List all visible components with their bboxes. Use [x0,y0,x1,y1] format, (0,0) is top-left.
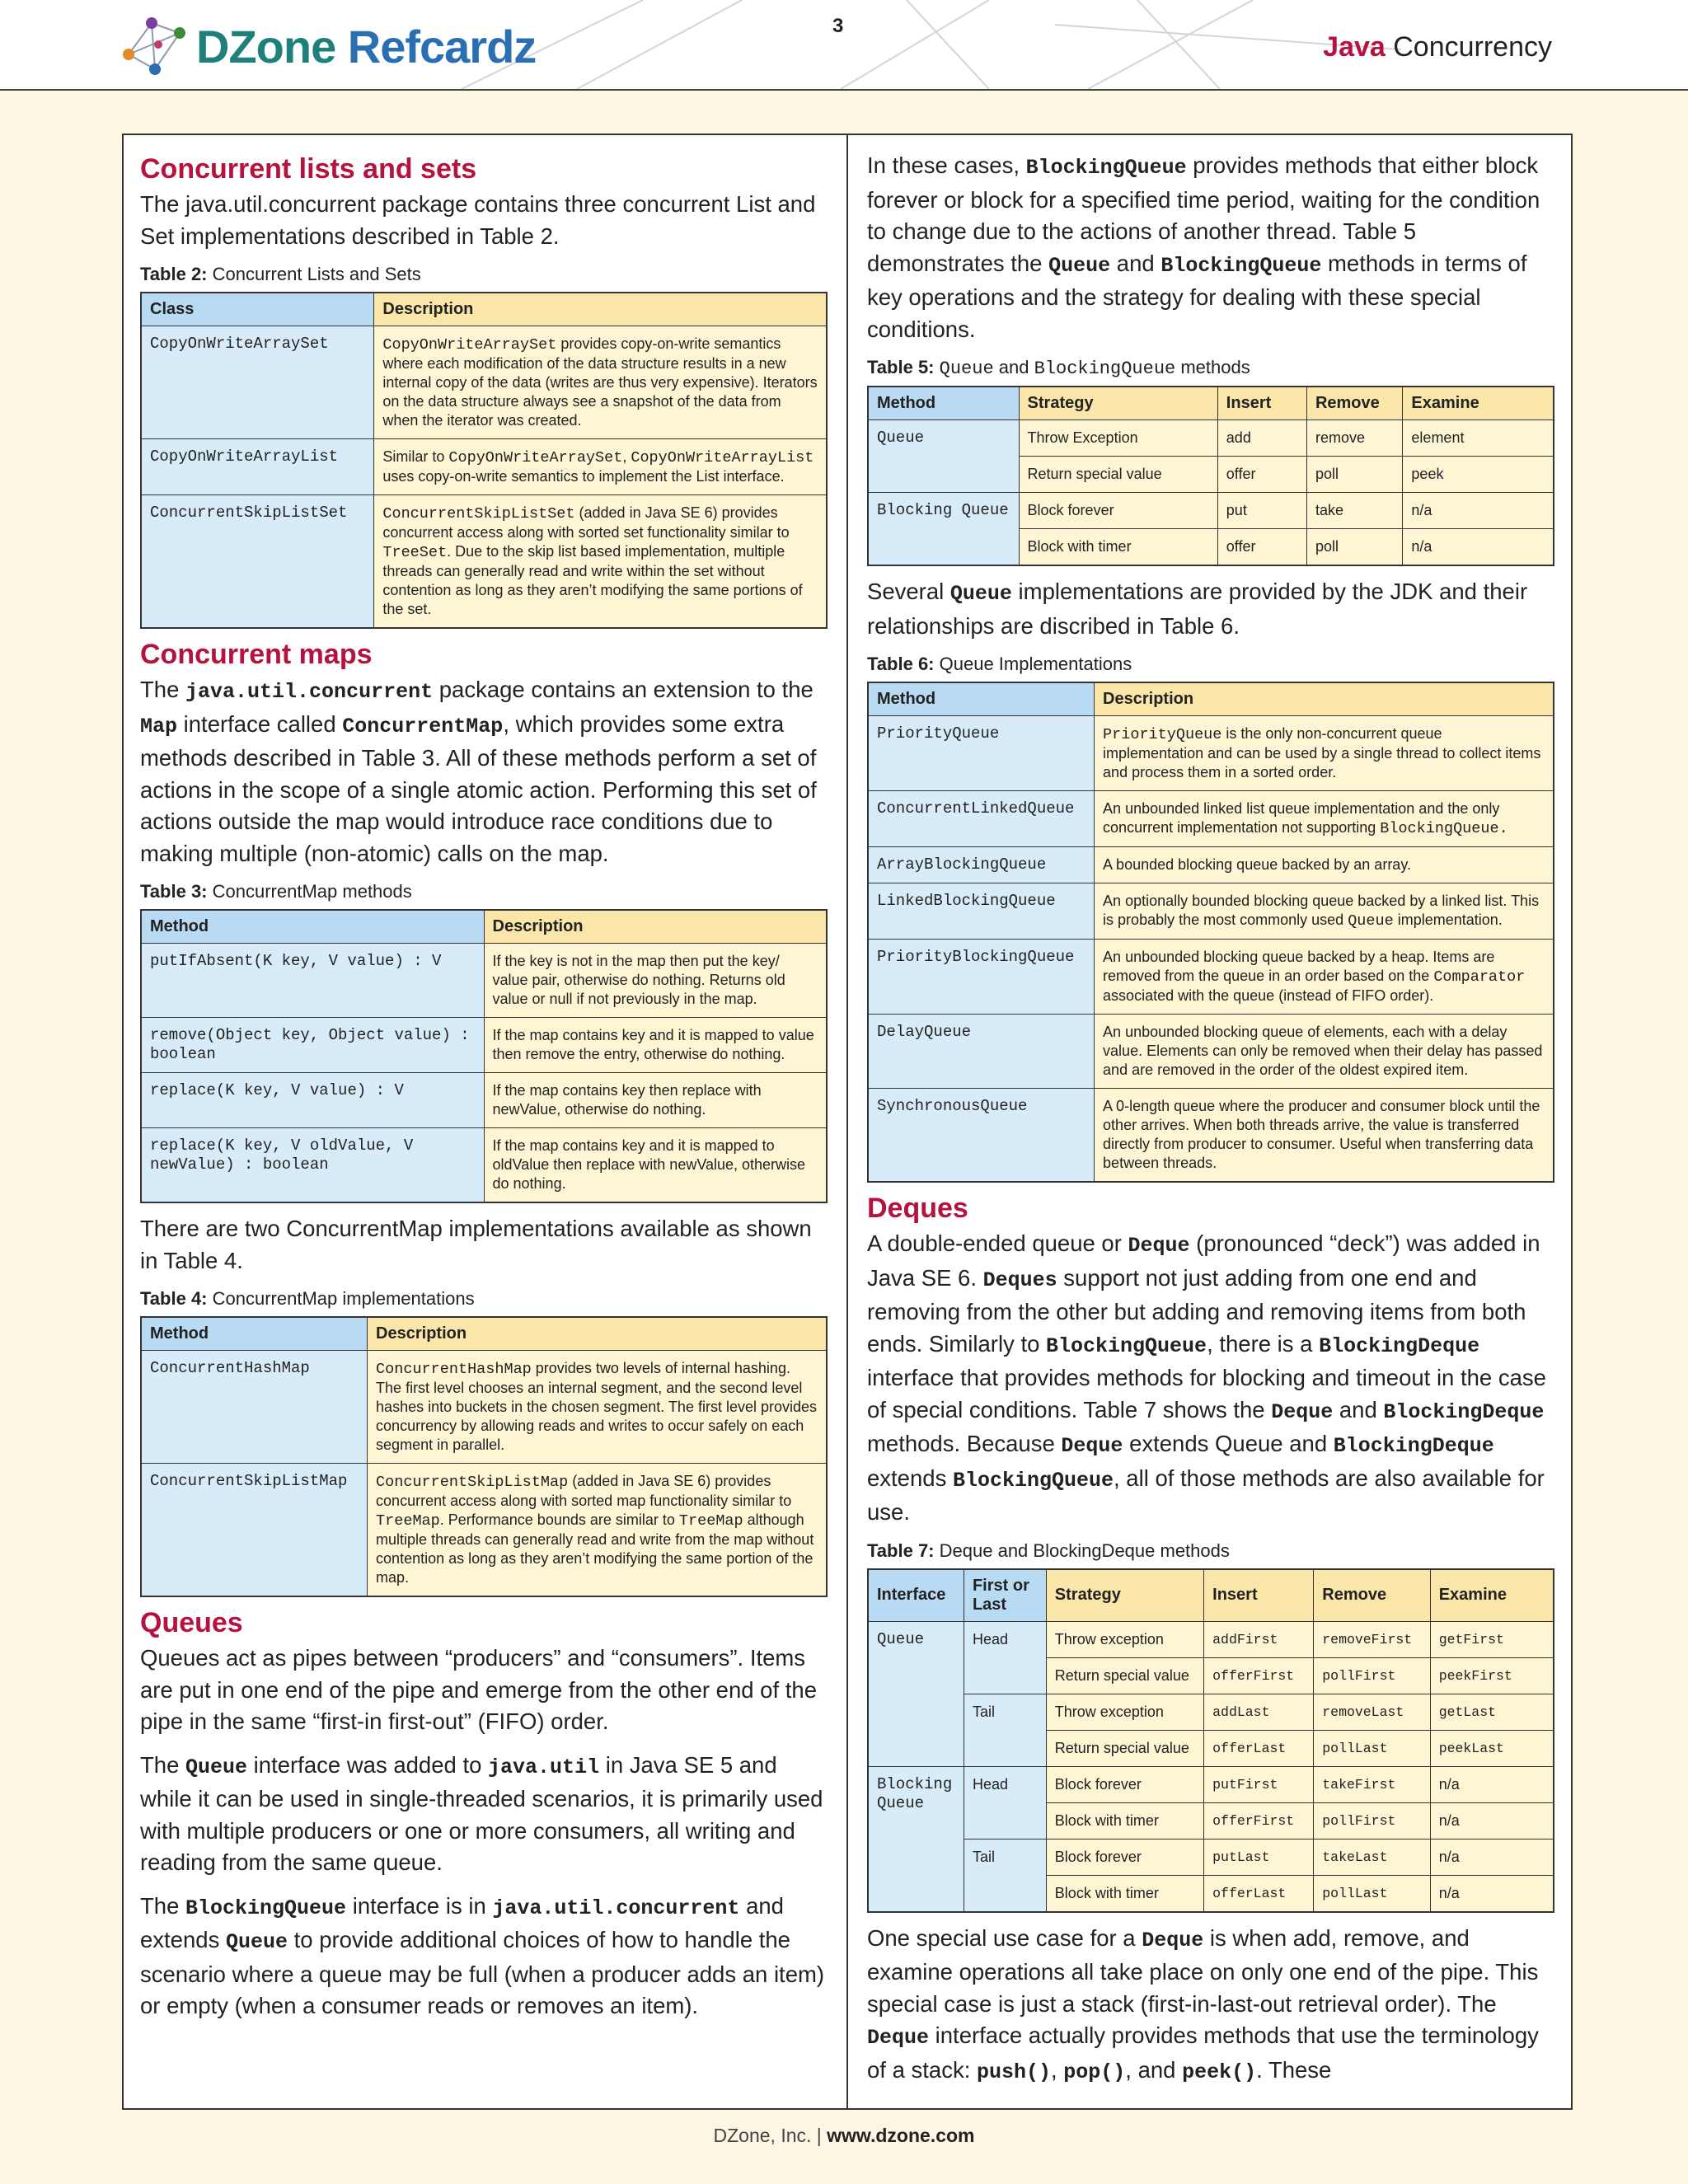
remove-cell: takeLast [1314,1839,1430,1875]
maps-implementations-intro: There are two ConcurrentMap implementations available as shown in Table 4. [140,1216,812,1273]
text: package contains an extension to the [433,677,814,702]
table-header-row [141,1317,827,1351]
code-term: ConcurrentMap [342,714,504,738]
text: methods in terms of key operations and the strategy for dealing with these special conditions. [867,250,1527,342]
table-header-description: Description [374,293,827,326]
queues-interface [140,1750,828,1879]
table-row [141,1351,827,1464]
remove-cell: pollLast [1314,1875,1430,1912]
text: interface was added to [247,1751,489,1778]
text: , and [1125,2056,1183,2083]
class-name: CopyOnWriteArrayList [141,439,374,495]
text: to provide additional choices of how to handle the scenario where a queue may be full (when a producer adds an item) or empty (when a consumer reads or removes an item). [140,1927,825,2018]
table-row [868,493,1554,529]
text: interface actually provides methods that use the terminology of a stack: [867,2022,1539,2083]
table-header-examine: Examine [1430,1569,1554,1622]
section-title-deques: Deques [867,1193,968,1224]
code-term: java.util.concurrent [185,680,434,704]
doc-title-rest: Concurrency [1393,31,1552,63]
method-signature: putIfAbsent(K key, V value) : V [141,944,484,1018]
desc-text: associated with the queue (instead of FIFO order). [1103,987,1434,1004]
code-term: push() [976,2060,1051,2084]
class-name: LinkedBlockingQueue [868,883,1095,940]
class-description [1095,883,1554,940]
table-header-method: Method [141,910,484,944]
class-name: ConcurrentHashMap [141,1351,368,1464]
footer-company: DZone, Inc. [713,2125,812,2146]
table-header-remove: Remove [1314,1569,1430,1622]
desc-text: provides copy-on-write semantics where each modification of the data structure results in a new internal copy of the data (writes are thus very expensive). Iterators on the data structure always see a snapshot of the data from when the iterator was created. [382,335,818,429]
examine-cell: getFirst [1430,1621,1554,1657]
table-row [868,1839,1554,1875]
strategy-cell: Block forever [1046,1766,1203,1802]
class-description [368,1351,827,1464]
queues-intro: Queues act as pipes between “producers” and “consumers”. Items are put in one end of the pipe and emerge from the other end of the pipe in the same “first-in first-out” (FIFO) order. [140,1645,817,1734]
remove-cell: pollLast [1314,1730,1430,1766]
table6-title: Queue Implementations [939,654,1132,674]
strategy-cell: Block forever [1046,1839,1203,1875]
text: Several [867,579,950,604]
strategy-cell: Block with timer [1019,529,1217,566]
strategy-cell: Throw exception [1046,1694,1203,1730]
table-header-insert: Insert [1217,387,1306,420]
desc-text: is the only non-concurrent queue implementation and can be used by a single thread to collect items and process them in a sorted order. [1103,725,1541,780]
method-description: If the key is not in the map then put the key/ value pair, otherwise do nothing. Returns old value or null if not previously in the map. [484,944,827,1018]
examine-cell: n/a [1430,1766,1554,1802]
class-name: ConcurrentSkipListSet [141,495,374,629]
examine-cell: n/a [1430,1875,1554,1912]
table-header-row [868,387,1554,420]
code-term: TreeMap [678,1512,743,1530]
deques-intro [867,1228,1554,1529]
table-header-row [868,682,1554,716]
strategy-cell: Block with timer [1046,1802,1203,1839]
end-tail: Tail [964,1839,1046,1912]
code-term: CopyOnWriteArraySet [382,336,557,354]
insert-cell: putFirst [1204,1766,1314,1802]
desc-text: . Due to the skip list based implementation, multiple threads can generally read and write within the set without contention as long as they aren’t modifying the same portions of the set. [382,543,803,617]
examine-cell: peekFirst [1430,1657,1554,1694]
end-head: Head [964,1766,1046,1839]
class-name: ConcurrentLinkedQueue [868,791,1095,847]
insert-cell: offerFirst [1204,1657,1314,1694]
maps-intro [140,674,828,869]
code-term: BlockingDeque [1333,1434,1494,1458]
logo-main: DZone [196,20,336,73]
table-header-row [868,1569,1554,1622]
remove-cell: removeLast [1314,1694,1430,1730]
table-header-method: Method [868,682,1095,716]
table5-label: Table 5: [867,357,935,377]
code-term: pop() [1063,2060,1126,2084]
table-header-method: Method [868,387,1019,420]
end-head: Head [964,1621,1046,1694]
table-header-interface: Interface [868,1569,964,1622]
method-description: If the map contains key and it is mapped to value then remove the entry, otherwise do nothing. [484,1018,827,1073]
class-description [1095,791,1554,847]
strategy-cell: Return special value [1046,1730,1203,1766]
code-term: Queue [1348,912,1394,930]
lists-intro: The java.util.concurrent package contains three concurrent List and Set implementations described in Table 2. [140,191,816,249]
code-term: java.util [488,1755,600,1779]
table5-queue-methods [867,386,1554,566]
text: interface is in [346,1892,493,1919]
text: . These [1256,2056,1332,2083]
class-description [374,326,827,439]
table-header-row [141,910,827,944]
text: and extends [140,1892,784,1952]
strategy-cell: Return special value [1019,457,1217,493]
code-term: ConcurrentSkipListSet [382,505,575,523]
class-name: CopyOnWriteArraySet [141,326,374,439]
examine-cell: peekLast [1430,1730,1554,1766]
code-term: BlockingQueue [952,1468,1114,1493]
table-header-examine: Examine [1403,387,1554,420]
text: interface called [177,710,343,737]
table-header-remove: Remove [1306,387,1402,420]
logo-text [196,20,536,73]
method-signature: replace(K key, V oldValue, V newValue) : boolean [141,1128,484,1203]
desc-text: An unbounded linked list queue implementation and the only concurrent implementation not supporting [1103,800,1500,836]
code-term: BlockingQueue [1160,253,1322,278]
class-description: An unbounded blocking queue of elements, each with a delay value. Elements can only be removed when their delay has passed and are removed in the order of the oldest expired item. [1095,1015,1554,1089]
desc-text: An unbounded blocking queue backed by a heap. Items are removed from the queue in an order based on the [1103,949,1495,984]
table-header-description: Description [368,1317,827,1351]
table-row [868,883,1554,940]
remove-cell: poll [1306,529,1402,566]
text: is when add, remove, and examine operations all take place on only one end of the pipe. This special case is just a stack (first-in-last-out retrieval order). The [867,1924,1539,2017]
section-title-maps: Concurrent maps [140,639,373,670]
code-term: CopyOnWriteArraySet [448,449,623,466]
table-row [868,420,1554,457]
text: The [140,677,186,702]
code-term: BlockingQueue [1046,1333,1207,1358]
code-term: Deque [1128,1234,1190,1258]
table-header-description: Description [1095,682,1554,716]
text: and [1333,1396,1384,1422]
text: support not just adding from one end and removing from the other but adding and removing items from both ends. Similarly to [867,1264,1526,1357]
strategy-cell: Return special value [1046,1657,1203,1694]
desc-text: , [622,448,631,465]
text: A double-ended queue or [867,1230,1128,1256]
table-header-row [141,293,827,326]
table-header-insert: Insert [1204,1569,1314,1622]
table2-title: Concurrent Lists and Sets [212,264,421,284]
desc-text: provides two levels of internal hashing. The first level chooses an internal segment, and the second level hashes into buckets in the chosen segment. The first level provides concurrency by allowing reads and writes to occur safely on each segment in parallel. [376,1360,818,1453]
group-blocking-queue: Blocking Queue [868,1766,964,1912]
class-name: SynchronousQueue [868,1089,1095,1183]
table-header-strategy: Strategy [1019,387,1217,420]
logo-sub: Refcardz [347,20,537,73]
table-row [141,1128,827,1203]
table3-concurrentmap-methods [140,909,828,1203]
code-term: Queue [950,582,1012,606]
queue-implementations-intro [867,576,1554,642]
table-header-class: Class [141,293,374,326]
table-row [868,847,1554,883]
insert-cell: putLast [1204,1839,1314,1875]
insert-cell: offerLast [1204,1730,1314,1766]
table-header-description: Description [484,910,827,944]
table-row [868,1694,1554,1730]
code-term: Queue [185,1755,248,1779]
page-header [0,0,1688,91]
code-term: Queue [1048,253,1111,278]
text: In these cases, [867,152,1026,178]
remove-cell: take [1306,493,1402,529]
examine-cell: getLast [1430,1694,1554,1730]
code-term: BlockingQueue [1025,156,1187,180]
code-term: Map [140,714,178,738]
code-term: BlockingQueue [1034,359,1176,379]
table2-lists-sets [140,292,828,629]
table4-title: ConcurrentMap implementations [212,1288,475,1309]
doc-title [1323,31,1552,63]
group-queue: Queue [868,420,1019,493]
text: and [993,357,1034,377]
insert-cell: addFirst [1204,1621,1314,1657]
code-term: Queue [225,1930,288,1954]
table-row [868,1089,1554,1183]
code-term: ConcurrentSkipListMap [376,1474,569,1491]
table-row [868,1766,1554,1802]
text: provides methods that either block forever or block for a specified time period, waiting for the condition to change due to the actions of another thread. Table 5 demonstrates the [867,152,1540,276]
text: , all of those methods are also available for use. [867,1465,1545,1525]
desc-text: . Performance bounds are similar to [439,1511,679,1528]
strategy-cell: Throw Exception [1019,420,1217,457]
code-term: BlockingQueue. [1380,820,1508,837]
text: , which provides some extra methods described in Table 3. All of these methods perform a set of actions in the scope of a single atomic action. Performing this set of actions outside the map would introduce race conditions due to making multiple (non-atomic) calls on the map. [140,710,817,866]
section-title-queues: Queues [140,1607,243,1638]
group-queue: Queue [868,1621,964,1766]
insert-cell: offer [1217,529,1306,566]
code-term: Deques [982,1268,1057,1292]
class-name: PriorityQueue [868,716,1095,791]
text: and [1110,250,1161,276]
code-term: TreeMap [376,1512,440,1530]
page-footer [0,2125,1688,2147]
class-name: ConcurrentSkipListMap [141,1464,368,1597]
blockingqueue-cases [867,150,1554,345]
table3-title: ConcurrentMap methods [212,881,412,902]
group-blocking-queue: Blocking Queue [868,493,1019,566]
table6-caption [867,654,1554,675]
examine-cell: n/a [1403,529,1554,566]
table-row [141,439,827,495]
class-description: A bounded blocking queue backed by an array. [1095,847,1554,883]
table6-queue-implementations [867,682,1554,1183]
text: One special use case for a [867,1924,1142,1951]
footer-url-link[interactable]: www.dzone.com [827,2125,975,2146]
network-logo-icon [122,15,188,77]
text: , [1051,2056,1064,2083]
table-header-first-last: First or Last [964,1569,1046,1622]
code-term: Deque [1271,1399,1334,1424]
method-description: If the map contains key then replace with newValue, otherwise do nothing. [484,1073,827,1128]
insert-cell: addLast [1204,1694,1314,1730]
left-column [140,150,828,2029]
examine-cell: peek [1403,457,1554,493]
table7-caption [867,1540,1554,1562]
code-term: Comparator [1433,968,1526,986]
insert-cell: put [1217,493,1306,529]
code-term: Queue [939,359,994,379]
dzone-logo[interactable] [122,12,536,81]
table2-caption [140,264,828,285]
text: extends [867,1465,953,1491]
desc-text: although multiple threads can generally read and write from the map without contention as long as they aren’t modifying the same portion of the map. [376,1511,814,1586]
code-term: Deque [1061,1434,1123,1458]
table-row [868,716,1554,791]
class-name: ArrayBlockingQueue [868,847,1095,883]
table-row [868,1015,1554,1089]
table3-caption [140,881,828,902]
table5-caption [867,357,1554,379]
text: implementations are provided by the JDK and their relationships are discribed in Table 6. [867,579,1528,639]
table-header-method: Method [141,1317,368,1351]
text: The [140,1892,186,1919]
code-term: Deque [1142,1928,1204,1952]
text: in Java SE 5 and while it can be used in single-threaded scenarios, it is primarily used with multiple producers or one or more consumers, all writing and reading from the same queue. [140,1751,823,1875]
insert-cell: offerLast [1204,1875,1314,1912]
table4-label: Table 4: [140,1288,208,1309]
text: extends Queue and [1123,1431,1334,1456]
class-description [374,495,827,629]
right-column [867,150,1554,2095]
table-row [868,1621,1554,1657]
desc-text: implementation. [1393,912,1503,928]
examine-cell: n/a [1430,1802,1554,1839]
strategy-cell: Block with timer [1046,1875,1203,1912]
code-term: TreeSet [382,544,448,561]
table7-label: Table 7: [867,1540,935,1561]
remove-cell: remove [1306,420,1402,457]
strategy-cell: Throw exception [1046,1621,1203,1657]
text: methods [1175,357,1250,377]
blockingqueue-interface [140,1891,828,2022]
remove-cell: poll [1306,457,1402,493]
table7-title: Deque and BlockingDeque methods [939,1540,1230,1561]
table-row [141,944,827,1018]
table6-label: Table 6: [867,654,935,674]
text: The [140,1751,186,1778]
end-tail: Tail [964,1694,1046,1766]
text: interface that provides methods for blocking and timeout in the case of special conditions. Table 7 shows the [867,1365,1546,1422]
desc-text: (added in Java SE 6) provides concurrent access along with sorted map functionality similar to [376,1473,792,1509]
remove-cell: pollFirst [1314,1657,1430,1694]
code-term: ConcurrentHashMap [376,1361,532,1378]
remove-cell: takeFirst [1314,1766,1430,1802]
class-description [374,439,827,495]
class-description: A 0-length queue where the producer and consumer block until the other arrives. When both threads arrive, the value is transferred directly from producer to consumer. Useful when transferring data between threads. [1095,1089,1554,1183]
table-header-strategy: Strategy [1046,1569,1203,1622]
class-name: DelayQueue [868,1015,1095,1089]
desc-text: An optionally bounded blocking queue backed by a linked list. This is probably the most commonly used [1103,893,1540,928]
table3-label: Table 3: [140,881,208,902]
class-description [368,1464,827,1597]
code-term: java.util.concurrent [492,1896,740,1920]
class-description [1095,716,1554,791]
strategy-cell: Block forever [1019,493,1217,529]
code-term: BlockingDeque [1383,1399,1545,1424]
method-signature: replace(K key, V value) : V [141,1073,484,1128]
column-divider [846,134,848,2110]
method-signature: remove(Object key, Object value) : boolean [141,1018,484,1073]
table4-concurrentmap-implementations [140,1316,828,1597]
code-term: Deque [867,2026,930,2050]
text: , there is a [1207,1330,1320,1357]
table-row [868,791,1554,847]
code-term: CopyOnWriteArrayList [631,449,814,466]
table-row [868,940,1554,1015]
class-name: PriorityBlockingQueue [868,940,1095,1015]
insert-cell: offerFirst [1204,1802,1314,1839]
examine-cell: n/a [1430,1839,1554,1875]
table7-deque-methods [867,1568,1554,1913]
code-term: PriorityQueue [1103,726,1222,743]
deque-stack-usecase [867,1923,1554,2089]
table-row [141,495,827,629]
remove-cell: removeFirst [1314,1621,1430,1657]
desc-text: uses copy-on-write semantics to implement the List interface. [382,468,785,485]
table-row [141,326,827,439]
class-description [1095,940,1554,1015]
desc-text: Similar to [382,448,449,465]
table2-label: Table 2: [140,264,208,284]
insert-cell: offer [1217,457,1306,493]
desc-text: (added in Java SE 6) provides concurrent access along with sorted set functionality similar to [382,504,790,541]
code-term: BlockingQueue [185,1896,347,1920]
footer-separator: | [816,2125,822,2146]
method-description: If the map contains key and it is mapped to oldValue then replace with newValue, otherwise do nothing. [484,1128,827,1203]
examine-cell: n/a [1403,493,1554,529]
table-row [141,1464,827,1597]
remove-cell: pollFirst [1314,1802,1430,1839]
table4-caption [140,1288,828,1310]
doc-title-bold: Java [1323,31,1386,63]
code-term: peek() [1182,2060,1257,2084]
code-term: BlockingDeque [1319,1333,1480,1358]
text: methods. Because [867,1431,1062,1456]
insert-cell: add [1217,420,1306,457]
table-row [141,1018,827,1073]
section-title-lists: Concurrent lists and sets [140,153,477,185]
examine-cell: element [1403,420,1554,457]
table-row [141,1073,827,1128]
page-number: 3 [832,15,844,37]
text: (pronounced “deck”) was added in Java SE 6. [867,1230,1540,1291]
